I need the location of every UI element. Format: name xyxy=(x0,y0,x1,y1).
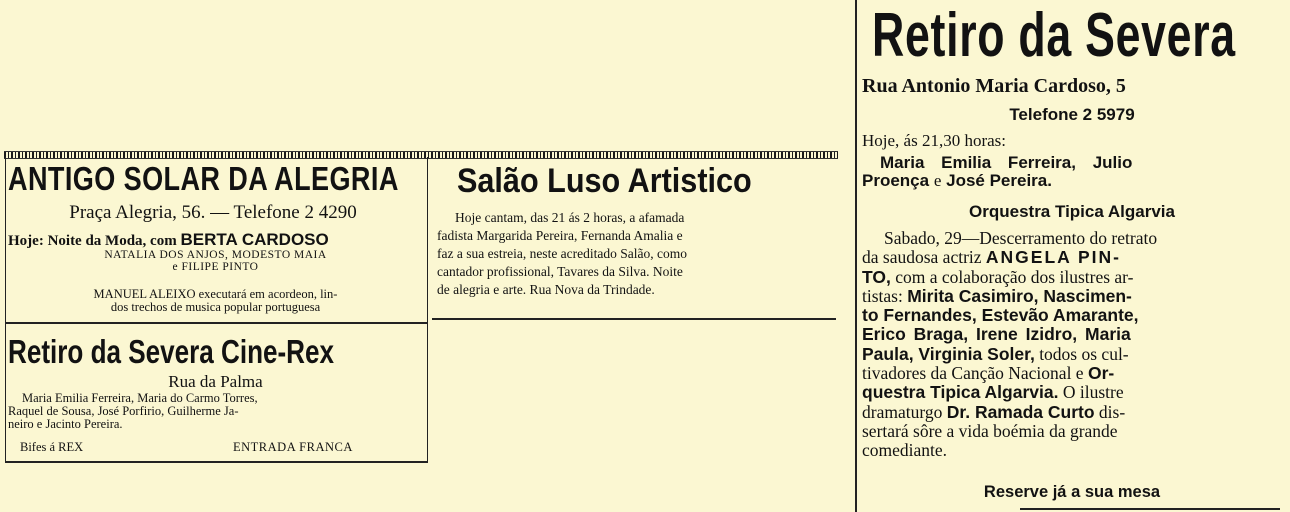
severa-body-line xyxy=(862,268,1280,287)
severa-title: Retiro da Severa xyxy=(872,1,1236,70)
rex-title: Retiro da Severa Cine-Rex xyxy=(8,333,335,370)
severa-body xyxy=(862,229,1280,461)
solar-hoje-prefix: Hoje: Noite da Moda, com xyxy=(8,233,177,249)
salao-body-line: cantador profissional, Tavares da Silva. Noite xyxy=(437,264,683,279)
rex-entrada: ENTRADA FRANCA xyxy=(233,440,353,454)
severa-artists-line: Maria Emilia Ferreira, Julio xyxy=(880,153,1133,172)
severa-body-line: sertará sôre a vida boémia da grande xyxy=(862,420,1118,441)
severa-text: com a colaboração dos ilustres ar- xyxy=(895,266,1134,287)
severa-body-line: to Fernandes, Estevão Amarante, xyxy=(862,305,1139,326)
ornamental-border xyxy=(4,151,838,159)
salao-body-line: Hoje cantam, das 21 ás 2 horas, a afamada xyxy=(455,210,685,225)
rex-address: Rua da Palma xyxy=(168,372,263,391)
severa-artist: Proença xyxy=(862,171,930,190)
severa-text-bold: Mirita Casimiro, Nascimen- xyxy=(907,285,1132,306)
severa-text: tivadores da Canção Nacional e xyxy=(862,363,1084,384)
rex-body xyxy=(8,392,423,431)
severa-body-line xyxy=(862,403,1280,422)
solar-manuel-line: MANUEL ALEIXO executará em acordeon, lin- xyxy=(93,287,338,301)
severa-artist: José Pereira. xyxy=(946,171,1052,190)
severa-text-bold: questra Tipica Algarvia. xyxy=(862,382,1059,403)
solar-manuel-text xyxy=(8,288,423,314)
severa-text: dramaturgo xyxy=(862,401,943,422)
severa-text: da saudosa actriz xyxy=(862,247,982,268)
severa-body-line xyxy=(862,248,1280,267)
solar-headliner: BERTA CARDOSO xyxy=(180,230,329,249)
rex-bifes: Bifes á REX xyxy=(20,440,84,454)
solar-performers xyxy=(8,249,423,273)
severa-orquestra: Orquestra Tipica Algarvia xyxy=(969,202,1175,221)
severa-body-line: comediante. xyxy=(862,440,948,461)
salao-body-line: de alegria e arte. Rua Nova da Trindade. xyxy=(437,282,655,297)
salao-body-line: fadista Margarida Pereira, Fernanda Amalia e xyxy=(437,228,683,243)
severa-text-bold: Paula, Virginia Soler, xyxy=(862,343,1035,364)
solar-address: Praça Alegria, 56. — Telefone 2 4290 xyxy=(69,202,357,223)
divider xyxy=(5,157,6,462)
severa-reserve: Reserve já a sua mesa xyxy=(983,483,1161,501)
severa-body-line xyxy=(862,345,1280,364)
severa-body-line: Erico Braga, Irene Izidro, Maria xyxy=(862,324,1131,345)
severa-artists-line xyxy=(862,172,1280,190)
severa-text: tistas: xyxy=(862,285,903,306)
severa-text-bold: Dr. Ramada Curto xyxy=(946,401,1095,422)
severa-body-line xyxy=(862,364,1280,383)
divider xyxy=(855,0,857,512)
rex-body-line: Maria Emilia Ferreira, Maria do Carmo Torres, xyxy=(22,391,258,405)
salao-body-line: faz a sua estreia, neste acreditado Salão, como xyxy=(437,246,688,261)
rex-body-line: Raquel de Sousa, José Porfirio, Guilherme Ja- xyxy=(8,404,239,418)
divider xyxy=(5,322,427,324)
severa-text: O ilustre xyxy=(1062,382,1124,403)
solar-hoje-line xyxy=(8,230,423,250)
solar-manuel-line: dos trechos de musica popular portuguesa xyxy=(110,300,321,314)
solar-names-line: e FILIPE PINTO xyxy=(172,261,259,273)
salao-title: Salão Luso Artistico xyxy=(457,162,752,200)
salao-body xyxy=(437,209,831,299)
severa-text-bold: ANGELA PIN- xyxy=(985,247,1122,268)
divider xyxy=(1020,508,1280,510)
severa-address: Rua Antonio Maria Cardoso, 5 xyxy=(862,75,1126,97)
rex-body-line: neiro e Jacinto Pereira. xyxy=(8,417,123,431)
severa-body-line xyxy=(862,383,1280,402)
severa-body-line xyxy=(862,287,1280,306)
severa-text-bold: TO, xyxy=(862,266,891,287)
divider xyxy=(432,318,836,320)
solar-title: ANTIGO SOLAR DA ALEGRIA xyxy=(8,160,399,197)
severa-text: dis- xyxy=(1098,401,1126,422)
severa-text: todos os cul- xyxy=(1039,343,1129,364)
severa-text-bold: Or- xyxy=(1087,363,1115,384)
severa-hoje: Hoje, ás 21,30 horas: xyxy=(862,131,1007,150)
solar-names-line: NATALIA DOS ANJOS, MODESTO MAIA xyxy=(104,249,327,261)
severa-body-line: Sabado, 29—Descerramento do retrato xyxy=(884,228,1158,248)
divider xyxy=(5,461,428,463)
severa-artists xyxy=(862,154,1280,190)
severa-conj: e xyxy=(933,171,942,190)
divider xyxy=(427,157,428,462)
severa-telefone: Telefone 2 5979 xyxy=(1009,105,1135,124)
